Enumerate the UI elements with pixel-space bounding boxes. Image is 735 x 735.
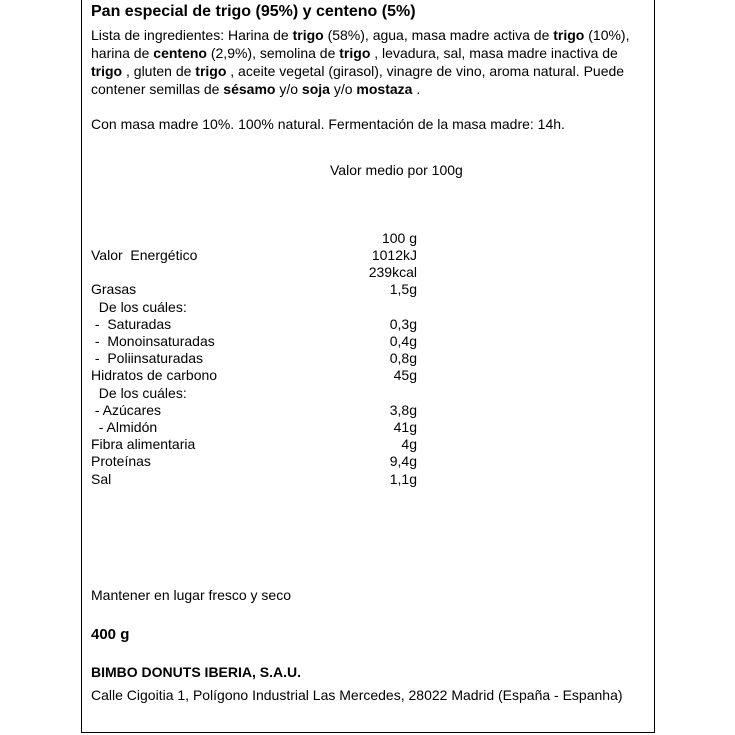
company-name: BIMBO DONUTS IBERIA, S.A.U. <box>91 664 302 680</box>
ingredient-text: , aceite vegetal (girasol), vinagre de vino, aroma natural. Puede contener semillas de <box>91 63 625 97</box>
nutrition-row-value: 9,4g <box>389 453 417 469</box>
allergen-word: trigo <box>91 63 123 79</box>
ingredient-text: (10%), harina de <box>91 27 630 61</box>
allergen-word: trigo <box>339 45 371 61</box>
nutrition-row-label: Sal <box>91 471 112 487</box>
nutrition-row-label: - Azúcares <box>91 402 162 418</box>
nutrition-row-label: Fibra alimentaria <box>91 436 196 452</box>
storage-note: Mantener en lugar fresco y seco <box>91 587 291 603</box>
ingredient-text: , gluten de <box>122 63 196 79</box>
nutrition-row-label: Grasas <box>91 281 137 297</box>
nutrition-row-value: 4g <box>401 436 417 452</box>
ingredient-text: . <box>412 81 421 97</box>
nutrition-row-label: De los cuáles: <box>91 299 187 315</box>
nutrition-row-value: 45g <box>393 367 417 383</box>
ingredient-text: y/o <box>275 81 302 97</box>
ingredient-text: y/o <box>329 81 357 97</box>
nutrition-row-value: 0,8g <box>389 350 417 366</box>
nutrition-row-label: Hidratos de carbono <box>91 367 218 383</box>
nutrition-row-value: 1,1g <box>389 471 417 487</box>
nutrition-header-value: 100 g <box>381 230 417 246</box>
ingredient-text: Lista de ingredientes: Harina de <box>91 27 293 43</box>
company-address: Calle Cigoitia 1, Polígono Industrial Las Mercedes, 28022 Madrid (España - Espanha) <box>91 687 623 703</box>
allergen-word: trigo <box>292 27 324 43</box>
nutrition-row-value: 239kcal <box>368 264 417 280</box>
net-weight: 400 g <box>91 626 130 643</box>
ingredient-text: (2,9%), semolina de <box>206 45 340 61</box>
nutrition-row-value: 1012kJ <box>371 247 417 263</box>
nutrition-row-value: 1,5g <box>389 281 417 297</box>
nutrition-row-label: - Monoinsaturadas <box>91 333 215 349</box>
nutrition-row-label: Valor Energético <box>91 247 198 263</box>
nutrition-row-label: - Almidón <box>91 419 158 435</box>
product-title: Pan especial de trigo (95%) y centeno (5%) <box>91 3 416 20</box>
nutrition-row-label: De los cuáles: <box>91 385 187 401</box>
nutrition-row-label: - Saturadas <box>91 316 172 332</box>
nutrition-row-value: 41g <box>393 419 417 435</box>
allergen-word: sésamo <box>223 81 276 97</box>
allergen-word: soja <box>301 81 330 97</box>
allergen-word: trigo <box>195 63 227 79</box>
nutrition-row-label: Proteínas <box>91 453 151 469</box>
masa-madre-note: Con masa madre 10%. 100% natural. Fermentación de la masa madre: 14h. <box>91 116 565 132</box>
allergen-word: mostaza <box>356 81 413 97</box>
ingredient-text: (58%), agua, masa madre activa de <box>323 27 554 43</box>
ingredients-list <box>91 26 647 98</box>
nutrition-row-label: - Poliinsaturadas <box>91 350 204 366</box>
allergen-word: centeno <box>153 45 207 61</box>
allergen-word: trigo <box>553 27 585 43</box>
nutrition-row-value: 0,3g <box>389 316 417 332</box>
nutrition-row-value: 0,4g <box>389 333 417 349</box>
valor-medio-heading: Valor medio por 100g <box>330 162 463 178</box>
ingredient-text: , levadura, sal, masa madre inactiva de <box>370 45 618 61</box>
nutrition-row-value: 3,8g <box>389 402 417 418</box>
